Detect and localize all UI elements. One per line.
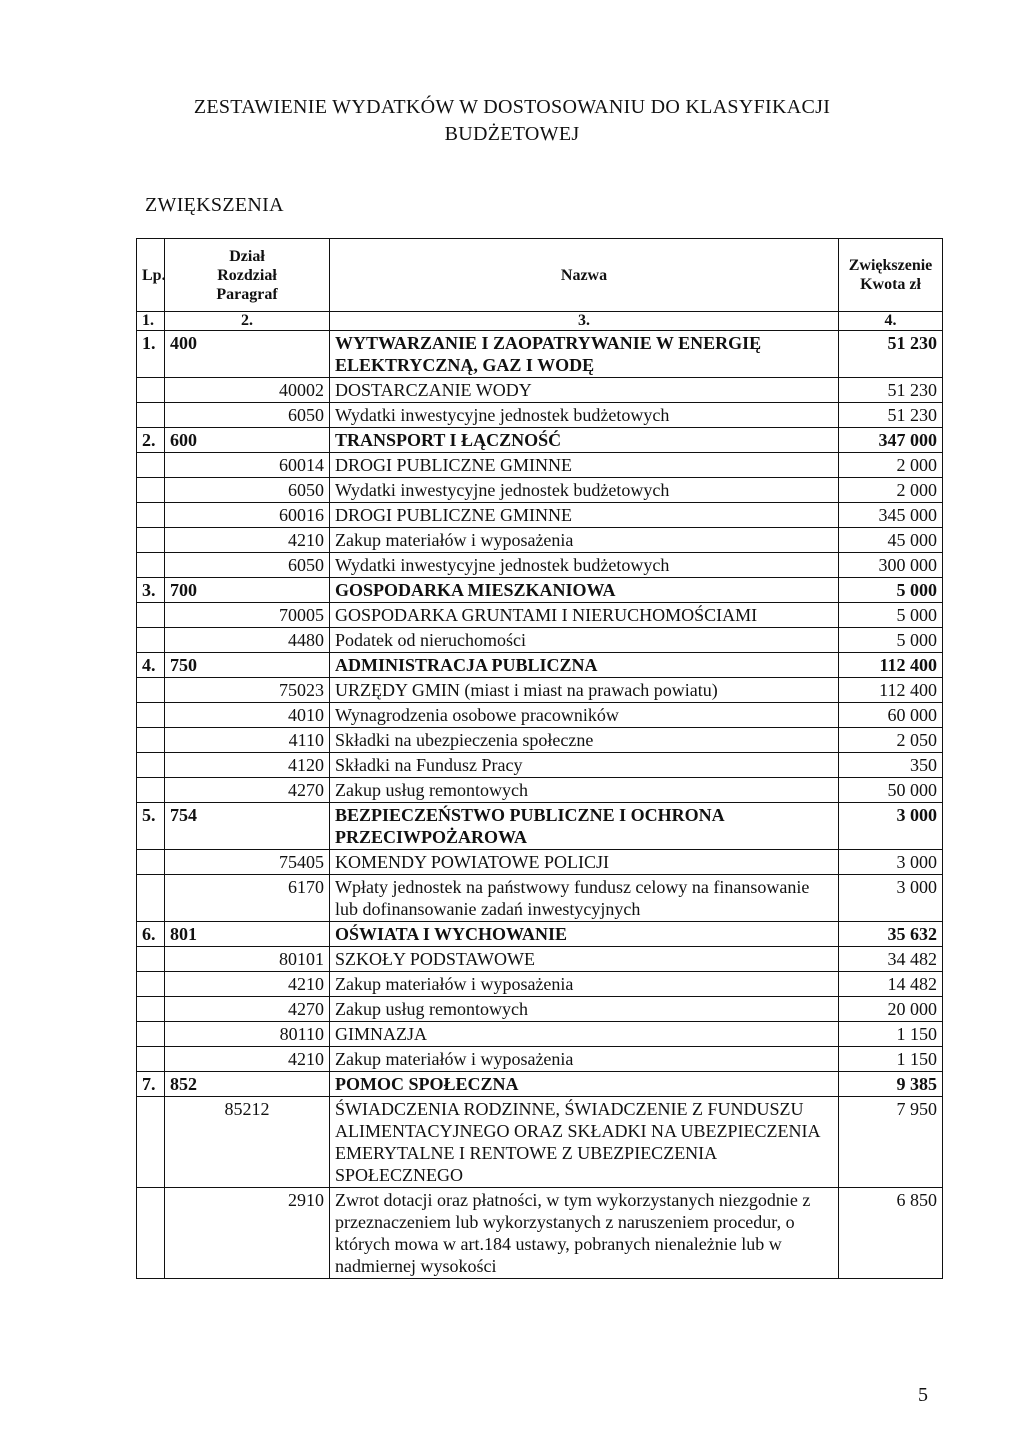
column-number-2: 2. [165,312,330,331]
row-lp [137,875,165,922]
table-row [137,603,943,628]
header-row [137,239,943,312]
table-row [137,1047,943,1072]
row-name: Zakup materiałów i wyposażenia [330,1047,839,1072]
row-name: Zakup materiałów i wyposażenia [330,528,839,553]
budget-table [136,238,943,1279]
table-row [137,778,943,803]
row-amount: 3 000 [839,875,943,922]
row-lp [137,1188,165,1279]
row-name: Wpłaty jednostek na państwowy fundusz celowy na finansowanie lub dofinansowanie zadań inwestycyjnych [330,875,839,922]
row-code: 6050 [165,553,330,578]
row-lp [137,997,165,1022]
row-amount: 2 050 [839,728,943,753]
row-name: WYTWARZANIE I ZAOPATRYWANIE W ENERGIĘ ELEKTRYCZNĄ, GAZ I WODĘ [330,331,839,378]
row-code: 700 [165,578,330,603]
row-lp [137,478,165,503]
header-lp: Lp. [137,239,165,312]
header-amount-line-2: Kwota zł [860,276,921,293]
table-row [137,753,943,778]
row-name: Wydatki inwestycyjne jednostek budżetowych [330,403,839,428]
row-amount: 3 000 [839,850,943,875]
table-row [137,428,943,453]
row-name: DROGI PUBLICZNE GMINNE [330,453,839,478]
row-name: Zwrot dotacji oraz płatności, w tym wykorzystanych niezgodnie z przeznaczeniem lub wykorzystanych z naruszeniem procedur, o których mowa w art.184 ustawy, pobranych nienależnie lub w nadmiernej wysokości [330,1188,839,1279]
table-row [137,503,943,528]
row-code: 2910 [165,1188,330,1279]
section-heading: ZWIĘKSZENIA [145,194,284,216]
table-row [137,578,943,603]
row-name: Wydatki inwestycyjne jednostek budżetowych [330,478,839,503]
table-row [137,1188,943,1279]
row-lp [137,1047,165,1072]
row-code: 40002 [165,378,330,403]
header-amount-line-1: Zwiększenie [848,257,933,274]
row-amount: 35 632 [839,922,943,947]
row-name: SZKOŁY PODSTAWOWE [330,947,839,972]
row-amount: 51 230 [839,403,943,428]
table-row [137,1072,943,1097]
row-lp: 3. [137,578,165,603]
row-name: GIMNAZJA [330,1022,839,1047]
row-lp [137,703,165,728]
table-row [137,453,943,478]
table-row [137,997,943,1022]
row-lp [137,778,165,803]
row-name: ŚWIADCZENIA RODZINNE, ŚWIADCZENIE Z FUNDUSZU ALIMENTACYJNEGO ORAZ SKŁADKI NA UBEZPIECZENIA EMERYTALNE I RENTOWE Z UBEZPIECZENIA SPOŁECZNEGO [330,1097,839,1188]
row-amount: 112 400 [839,653,943,678]
row-amount: 20 000 [839,997,943,1022]
row-lp: 6. [137,922,165,947]
row-lp [137,403,165,428]
row-code: 6050 [165,478,330,503]
row-code: 852 [165,1072,330,1097]
row-amount: 14 482 [839,972,943,997]
row-name: ADMINISTRACJA PUBLICZNA [330,653,839,678]
row-lp [137,850,165,875]
row-code: 4210 [165,528,330,553]
header-code-rozdzial: Rozdział [217,266,277,284]
row-code: 4120 [165,753,330,778]
row-name: Wynagrodzenia osobowe pracowników [330,703,839,728]
table-row [137,947,943,972]
row-lp [137,1022,165,1047]
row-amount: 5 000 [839,578,943,603]
row-code: 600 [165,428,330,453]
row-code: 4480 [165,628,330,653]
row-code: 80101 [165,947,330,972]
row-code: 60016 [165,503,330,528]
row-lp: 4. [137,653,165,678]
table-row [137,972,943,997]
row-amount: 51 230 [839,331,943,378]
row-amount: 6 850 [839,1188,943,1279]
row-code: 754 [165,803,330,850]
row-name: DROGI PUBLICZNE GMINNE [330,503,839,528]
row-amount: 350 [839,753,943,778]
table-row [137,1022,943,1047]
row-amount: 112 400 [839,678,943,703]
row-code: 6170 [165,875,330,922]
table-row [137,850,943,875]
row-name: Podatek od nieruchomości [330,628,839,653]
table-body [137,331,943,1279]
row-code: 400 [165,331,330,378]
document-title [0,94,1024,148]
row-code: 6050 [165,403,330,428]
row-name: OŚWIATA I WYCHOWANIE [330,922,839,947]
row-lp [137,628,165,653]
row-amount: 45 000 [839,528,943,553]
row-lp [137,553,165,578]
row-amount: 60 000 [839,703,943,728]
header-code [165,239,330,312]
row-code: 750 [165,653,330,678]
page-number: 5 [918,1384,928,1406]
row-lp [137,453,165,478]
row-amount: 1 150 [839,1022,943,1047]
row-lp [137,728,165,753]
row-name: GOSPODARKA GRUNTAMI I NIERUCHOMOŚCIAMI [330,603,839,628]
row-code: 4270 [165,997,330,1022]
column-number-row [137,312,943,331]
row-amount: 50 000 [839,778,943,803]
table-row [137,478,943,503]
table-row [137,875,943,922]
row-code: 4110 [165,728,330,753]
column-number-4: 4. [839,312,943,331]
table-row [137,678,943,703]
header-amount [839,239,943,312]
table-row [137,331,943,378]
row-lp: 2. [137,428,165,453]
row-amount: 3 000 [839,803,943,850]
row-code: 4210 [165,972,330,997]
row-name: TRANSPORT I ŁĄCZNOŚĆ [330,428,839,453]
row-lp [137,503,165,528]
row-lp [137,972,165,997]
row-amount: 51 230 [839,378,943,403]
row-amount: 345 000 [839,503,943,528]
row-amount: 5 000 [839,603,943,628]
row-code: 70005 [165,603,330,628]
row-lp: 5. [137,803,165,850]
row-lp [137,528,165,553]
row-name: POMOC SPOŁECZNA [330,1072,839,1097]
table-row [137,378,943,403]
table-row [137,703,943,728]
row-amount: 1 150 [839,1047,943,1072]
row-amount: 347 000 [839,428,943,453]
table-row [137,553,943,578]
row-code: 4270 [165,778,330,803]
table-row [137,922,943,947]
table-row [137,803,943,850]
row-lp [137,1097,165,1188]
row-amount: 34 482 [839,947,943,972]
row-code: 85212 [165,1097,330,1188]
row-amount: 2 000 [839,478,943,503]
row-code: 60014 [165,453,330,478]
row-name: Zakup usług remontowych [330,778,839,803]
row-name: KOMENDY POWIATOWE POLICJI [330,850,839,875]
row-name: Zakup usług remontowych [330,997,839,1022]
row-code: 4010 [165,703,330,728]
table-row [137,628,943,653]
row-name: BEZPIECZEŃSTWO PUBLICZNE I OCHRONA PRZECIWPOŻAROWA [330,803,839,850]
row-name: URZĘDY GMIN (miast i miast na prawach powiatu) [330,678,839,703]
row-name: GOSPODARKA MIESZKANIOWA [330,578,839,603]
row-code: 80110 [165,1022,330,1047]
row-lp [137,378,165,403]
row-code: 75023 [165,678,330,703]
row-name: DOSTARCZANIE WODY [330,378,839,403]
row-amount: 9 385 [839,1072,943,1097]
row-lp [137,678,165,703]
row-amount: 2 000 [839,453,943,478]
table-row [137,528,943,553]
header-code-paragraf: Paragraf [216,285,278,303]
row-code: 75405 [165,850,330,875]
header-name: Nazwa [330,239,839,312]
row-name: Wydatki inwestycyjne jednostek budżetowych [330,553,839,578]
document-title-line-2: BUDŻETOWEJ [444,123,580,145]
column-number-1: 1. [137,312,165,331]
row-name: Składki na ubezpieczenia społeczne [330,728,839,753]
row-amount: 7 950 [839,1097,943,1188]
row-lp: 1. [137,331,165,378]
table-row [137,653,943,678]
row-lp [137,603,165,628]
row-code: 4210 [165,1047,330,1072]
row-name: Zakup materiałów i wyposażenia [330,972,839,997]
header-code-dzial: Dział [229,247,265,265]
row-name: Składki na Fundusz Pracy [330,753,839,778]
table-row [137,728,943,753]
document-title-line-1: ZESTAWIENIE WYDATKÓW W DOSTOSOWANIU DO KLASYFIKACJI [193,96,831,118]
row-lp: 7. [137,1072,165,1097]
column-number-3: 3. [330,312,839,331]
table-row [137,403,943,428]
table-row [137,1097,943,1188]
row-code: 801 [165,922,330,947]
row-amount: 5 000 [839,628,943,653]
row-amount: 300 000 [839,553,943,578]
row-lp [137,753,165,778]
row-lp [137,947,165,972]
